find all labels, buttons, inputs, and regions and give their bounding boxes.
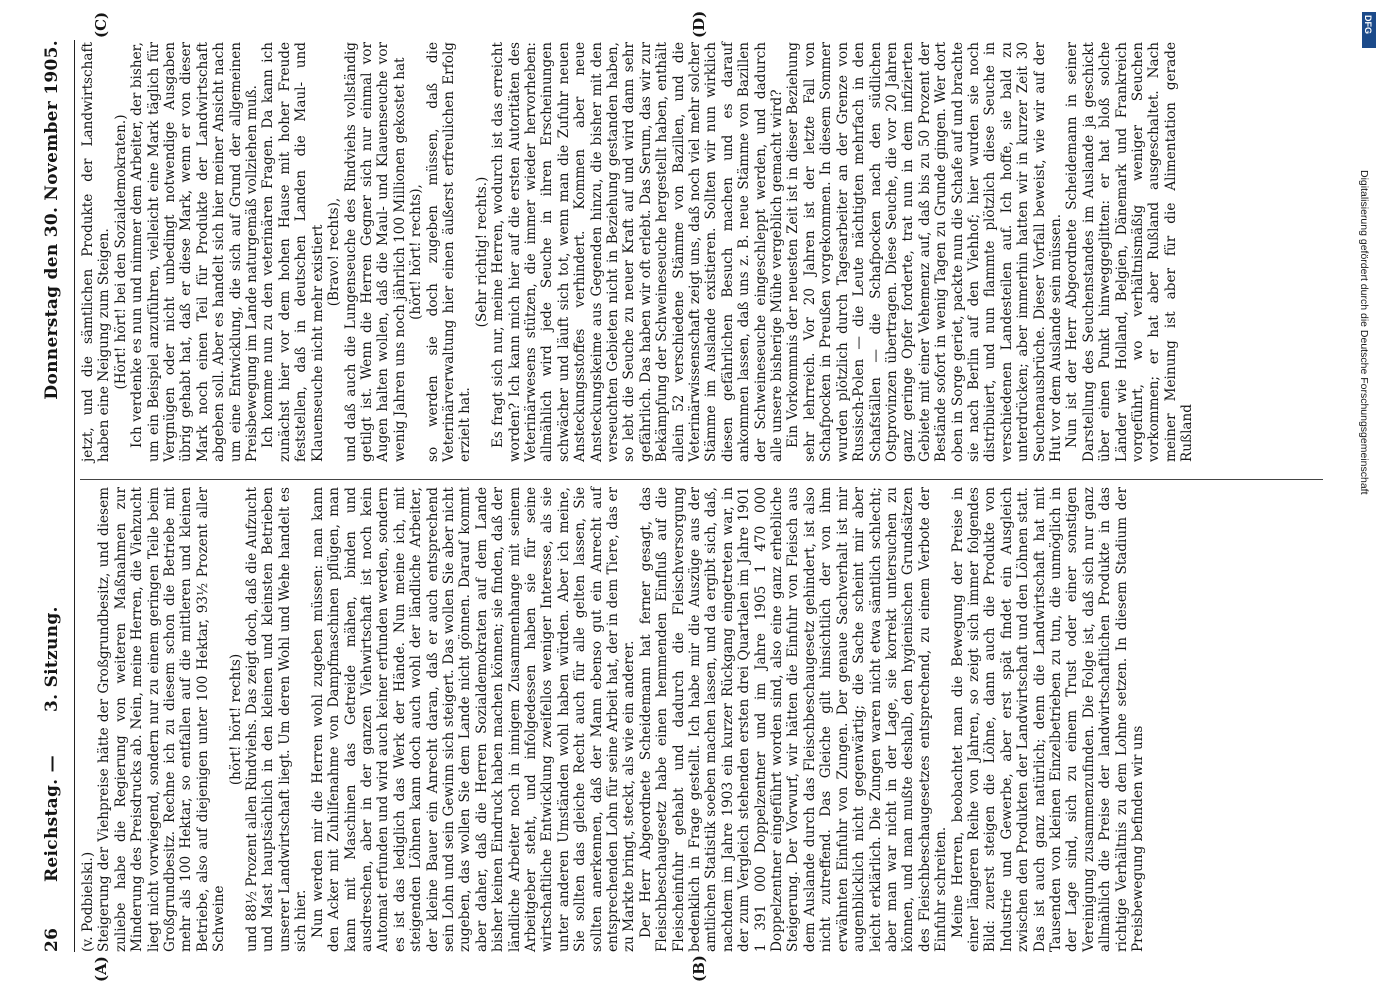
- paragraph: Nun werden mir die Herren wohl zugeben müssen: man kann den Acker mit Zuhilfenahme von Dampfmaschinen pflügen, man kann mit Maschinen das Getreide mähen, binden und ausdreschen, aber in der ganzen Viehwirtschaft ist noch kein Automat erfunden und wird auch keiner erfunden werden, sondern es ist das lediglich das Werk der Hände. Nun meine ich, mit steigenden Löhnen kann doch auch wohl der ländliche Arbeiter, der kleine Bauer ein Anrecht daran, daß er auch entsprechend sein Lohn und sein Gewinn sich steigert. Das wollen Sie aber nicht zugeben, das wollen Sie dem Lande nicht gönnen. Darauf kommt aber daher, daß die Herren Sozialdemokraten auf dem Lande bisher keinen Eindruck haben machen können; sie finden, daß der ländliche Arbeiter noch in innigem Zusammenhange mit seinem Arbeitgeber steht, und infolgedessen haben sie für seine wirtschaftliche Entwicklung zweifellos weniger Interesse, als sie unter anderen Umständen wohl haben würden. Aber ich meine, Sie sollten das gleiche Recht auch für alle gelten lassen, Sie sollten anerkennen, daß der Mann ebenso gut ein Anrecht auf entsprechenden Lohn für seine Arbeit hat, der in dem Tiere, das er zu Markte bringt, steckt, als wie ein anderer.: [309, 487, 638, 952]
- paragraph: jetzt, und die sämtlichen Produkte der Landwirtschaft haben eine Neigung zum Steigen.: [80, 42, 113, 462]
- paragraph: Steigerung der Viehpreise hätte der Großgrundbesitz, und diesem zuliebe habe die Regierung von weiteren Maßnahmen zur Minderung des Preisdrucks ab. Nein, meine Herren, die Viehzucht liegt nicht vorwiegend, sondern nur zu einem geringen Teile beim Großgrundbesitz. Rechne ich zu diesem schon die Betriebe mit mehr als 100 Hektar, so entfallen auf die mittleren und kleinen Betriebe, also auf diejenigen unter 100 Hektar, 93½ Prozent aller Schweine: [96, 487, 228, 952]
- digitization-watermark: [1356, 170, 1376, 890]
- right-column: [80, 42, 1196, 462]
- margin-mark-b: (B): [690, 955, 708, 982]
- paragraph: Der Herr Abgeordnete Scheidemann hat ferner gesagt, das Fleischbeschaugesetz habe einen hemmenden Einfluß auf die Fleischeinfuhr gehabt und dadurch die Fleischversorgung bedenklich in Frage gestellt. Ich habe mir die Auszüge aus der amtlichen Statistik soeben machen lassen, und da ergibt sich, daß, nachdem im Jahre 1903 ein kurzer Rückgang eingetreten war, in der zum Vergleich stehenden ersten drei Quartalen im Jahre 1901 1 391 000 Doppelzentner und im Jahre 1905 1 470 000 Doppelzentner eingeführt worden sind, also eine ganz erhebliche Steigerung. Der Vorwurf, wir hätten die Einfuhr von Fleisch aus dem Auslande durch das Fleischbeschaugesetz gehindert, ist also nicht zutreffend. Das Gleiche gilt hinsichtlich der von ihm erwähnten Einfuhr von Zungen. Der genaue Sachverhalt ist mir augenblicklich nicht gegenwärtig; die Sache scheint mir aber leicht erklärlich. Die Zungen waren nicht etwa sämtlich schlecht; aber man war nicht in der Lage, sie korrekt untersuchen zu können, und man mußte deshalb, den hygienischen Grundsätzen des Fleischbeschaugesetzes entsprechend, zu einem Verbote der Einfuhr schreiten.: [637, 487, 950, 952]
- paragraph: (Hört! hört! bei den Sozialdemokraten.): [112, 114, 129, 390]
- header-organization: Reichstag. —: [42, 755, 62, 882]
- header-session: 3. Sitzung.: [42, 606, 62, 712]
- column-divider: [80, 479, 1323, 480]
- page-number: 26: [42, 927, 62, 952]
- paragraph: (Bravo! rechts),: [326, 197, 343, 307]
- margin-mark-d: (D): [690, 10, 708, 38]
- paragraph: Ein Vorkommnis der neuesten Zeit ist in dieser Beziehung sehr lehrreich. Vor 20 Jahren ist der letzte Fall von Schafpocken in Preußen vorgekommen. In diesem Sommer wurden plötzlich durch Tagesarbeiter an der Grenze von Russisch-Polen — die Leute nächtigten mehrfach in den Schafställen — die Schafpocken nach den südlichen Ostprovinzen übertragen. Diese Seuche, die vor 20 Jahren ganz geringe Opfer forderte, trat nun in dem infizierten Gebiete mit einer Vehemenz auf, daß bis zu 50 Prozent der Bestände sofort in wenig Tagen zu Grunde gingen. Wer dort oben in Sorge geriet, packte nun die Schafe auf und brachte sie nach Berlin auf den Viehhof; hier wurden sie noch distribuiert, und nun flammte plötzlich diese Seuche in verschiedenen Landesteilen auf. Ich hoffe, sie bald zu unterdrücken; aber immerhin hatten wir in kurzer Zeit 30 Seuchenausbrüche. Dieser Vorfall beweist, wie wir auf der Hut vor dem Auslande sein müssen.: [785, 42, 1064, 462]
- paragraph: (Sehr richtig! rechts.): [473, 176, 490, 328]
- paragraph: (hört! hört! rechts): [227, 653, 244, 786]
- dfg-logo: DFG: [1362, 12, 1376, 48]
- header-rule: [74, 40, 75, 952]
- page-header: [42, 40, 68, 952]
- paragraph: und 88½ Prozent allen Rindviehs. Das zeigt doch, daß die Aufzucht und Mast hauptsächlich in den kleinen und kleinsten Betrieben unserer Landwirtschaft liegt. Um deren Wohl und Wehe handelt es sich hier.: [244, 487, 310, 952]
- header-date: Donnerstag den 30. November 1905.: [42, 40, 62, 400]
- paragraph: Ich komme nun zu den veterinären Fragen. Da kann ich zunächst hier vor dem hohen Hause mit hoher Freude feststellen, daß in deutschen Landen die Maul- und Klauenseuche nicht mehr existiert: [260, 42, 326, 462]
- paragraph: Ich verdenke es nun und nimmer dem Arbeiter, der bisher, um ein Beispiel anzuführen, vielleicht eine Mark täglich für Vergnügen oder nicht unbedingt notwendige Ausgaben übrig gehabt hat, daß er diese Mark, wenn er von dieser Mark noch einen Teil für Produkte der Landwirtschaft abgeben soll. Aber es handelt sich hier meiner Ansicht nach um eine Entwicklung, die sich auf Grund der allgemeinen Preisbewegung im Lande naturgemäß vollziehen muß.: [129, 42, 261, 462]
- margin-mark-a: (A): [92, 956, 110, 982]
- left-column: [80, 487, 1146, 952]
- paragraph: Nun ist der Herr Abgeordnete Scheidemann in seiner Darstellung des Seuchenstandes im Auslande ja geschickt über einen Punkt hinweggeglitten: er hat bloß solche Länder wie Holland, Belgien, Dänemark und Frankreich vorgeführt, wo verhältnismäßig weniger Seuchen vorkommen; er hat aber Rußland ausgeschaltet. Nach meiner Meinung ist aber für die Alimentation gerade Rußland: [1064, 42, 1196, 462]
- paragraph: Es fragt sich nur, meine Herren, wodurch ist das erreicht worden? Ich kann mich hier auf die ersten Autoritäten des Veterinärwesens stützen, die immer wieder hervorheben: allmählich wird jede Seuche in ihren Erscheinungen schwächer und läuft sich tot, wenn man die Zufuhr neuen Ansteckungsstoffes verhindert. Kommen aber neue Ansteckungskeime aus Gegenden hinzu, die bisher mit den verseuchten Gebieten nicht in Beziehung gestanden haben, so lebt die Seuche zu neuer Kraft auf und wird dann sehr gefährlich. Das haben wir oft erlebt. Das Serum, das wir zur Bekämpfung der Schweineseuche hergestellt haben, enthält allein 52 verschiedene Stämme von Bazillen, und die Veterinärwissenschaft zeigt uns, daß noch viel mehr solcher Stämme im Auslande existieren. Sollten wir nun wirklich diesen gefährlichen Besuch machen und es darauf ankommen lassen, daß uns z. B. neue Stämme von Bazillen der Schweineseuche eingeschleppt werden, und dadurch alle unsere bisherige Mühe vergeblich gemacht wird?: [490, 42, 786, 462]
- paragraph: so werden sie doch zugeben müssen, daß die Veterinärverwaltung hier einen äußerst erfreulichen Erfolg erzielt hat.: [424, 42, 474, 462]
- paragraph: (hört! hört! rechts),: [408, 184, 425, 320]
- paragraph: Meine Herren, beobachtet man die Bewegung der Preise in einer längeren Reihe von Jahren, so zeigt sich immer folgendes Bild: zuerst steigen die Löhne, dann auch die Produkte von Industrie und Gewerbe, aber erst spät findet ein Ausgleich zwischen den Produkten der Landwirtschaft und den Löhnen statt. Das ist auch ganz natürlich; denn die Landwirtschaft hat mit Tausenden von kleinen Einzelbetrieben zu tun, die unmöglich in der Lage sind, sich zu einem Trust oder einer sonstigen Vereinigung zusammenzufinden. Die Folge ist, daß sich nur ganz allmählich die Preise der landwirtschaftlichen Produkte in das richtige Verhältnis zu dem Lohne setzen. In diesem Stadium der Preisbewegung befinden wir uns: [949, 487, 1146, 952]
- paragraph: (v. Podbielski.): [80, 851, 96, 952]
- margin-mark-c: (C): [92, 11, 110, 38]
- watermark-text: Digitalisierung gefördert durch die Deutsche Forschungsgemeinschaft: [1358, 170, 1370, 495]
- paragraph: und daß auch die Lungenseuche des Rindviehs vollständig getilgt ist. Wenn die Herren Gegner sich nur einmal vor Augen halten wollen, daß die Maul- und Klauenseuche vor wenig Jahren uns noch jährlich 100 Millionen gekostet hat: [342, 42, 408, 462]
